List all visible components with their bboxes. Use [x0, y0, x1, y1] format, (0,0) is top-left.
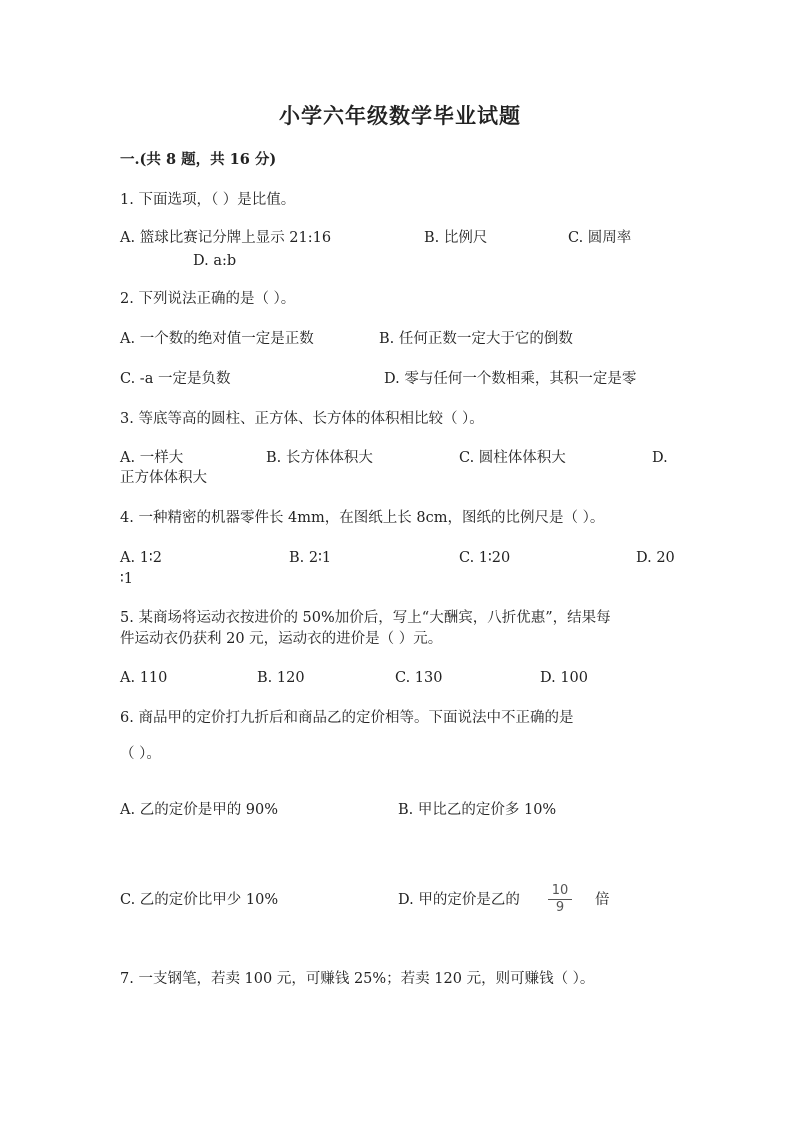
question-2-option-a: A. 一个数的绝对值一定是正数 — [120, 331, 314, 347]
question-7-stem: 7. 一支钢笔，若卖 100 元，可赚钱 25%；若卖 120 元，则可赚钱（ ）。 — [120, 971, 595, 987]
question-4-option-c: C. 1∶20 — [459, 550, 511, 566]
question-3-option-c: C. 圆柱体体积大 — [459, 450, 566, 466]
question-4-option-d-text: ∶1 — [120, 571, 133, 587]
question-6-option-c: C. 乙的定价比甲少 10% — [120, 892, 279, 908]
question-1-option-b: B. 比例尺 — [424, 230, 488, 246]
question-5-option-d: D. 100 — [540, 670, 589, 686]
question-4-option-d: D. 20 — [636, 550, 675, 566]
question-6-option-a: A. 乙的定价是甲的 90% — [120, 802, 279, 818]
question-1-option-c: C. 圆周率 — [568, 230, 632, 246]
question-2-option-d: D. 零与任何一个数相乘，其积一定是零 — [384, 371, 637, 387]
question-3-option-d: D. — [652, 450, 668, 466]
question-5-stem-line-1: 5. 某商场将运动衣按进价的 50%加价后，写上“大酬宾，八折优惠”，结果每 — [120, 610, 611, 626]
question-3-option-d-text: 正方体体积大 — [120, 470, 207, 486]
question-2-stem: 2. 下列说法正确的是（ ）。 — [120, 291, 296, 307]
section-heading: 一.(共 8 题，共 16 分) — [120, 151, 277, 168]
question-6-option-d: D. 甲的定价是乙的 — [398, 892, 520, 908]
fraction-denominator: 9 — [555, 900, 565, 915]
question-4-option-b: B. 2∶1 — [289, 550, 332, 566]
page-title: 小学六年级数学毕业试题 — [279, 103, 521, 128]
question-2-option-c: C. -a 一定是负数 — [120, 371, 231, 387]
question-6-stem-line-2: （ ）。 — [120, 746, 161, 762]
question-2-option-b: B. 任何正数一定大于它的倒数 — [379, 331, 573, 347]
fraction-ten-ninths — [548, 884, 572, 915]
question-6-option-d-suffix: 倍 — [595, 892, 610, 908]
question-5-option-c: C. 130 — [395, 670, 443, 686]
question-6-option-b: B. 甲比乙的定价多 10% — [398, 802, 557, 818]
question-5-option-a: A. 110 — [120, 670, 168, 686]
question-1-option-d: D. a:b — [193, 253, 237, 269]
question-3-stem: 3. 等底等高的圆柱、正方体、长方体的体积相比较（ ）。 — [120, 411, 484, 427]
question-4-stem: 4. 一种精密的机器零件长 4mm，在图纸上长 8cm，图纸的比例尺是（ ）。 — [120, 510, 605, 526]
question-6-stem-line-1: 6. 商品甲的定价打九折后和商品乙的定价相等。下面说法中不正确的是 — [120, 710, 574, 726]
question-5-stem-line-2: 件运动衣仍获利 20 元，运动衣的进价是（ ）元。 — [120, 631, 443, 647]
question-1-stem: 1. 下面选项，（ ）是比值。 — [120, 192, 296, 208]
question-3-option-a: A. 一样大 — [120, 450, 184, 466]
fraction-numerator: 10 — [551, 883, 569, 898]
question-4-option-a: A. 1∶2 — [120, 550, 162, 566]
question-5-option-b: B. 120 — [257, 670, 305, 686]
question-1-option-a: A. 篮球比赛记分牌上显示 21:16 — [120, 230, 332, 246]
question-3-option-b: B. 长方体体积大 — [266, 450, 373, 466]
